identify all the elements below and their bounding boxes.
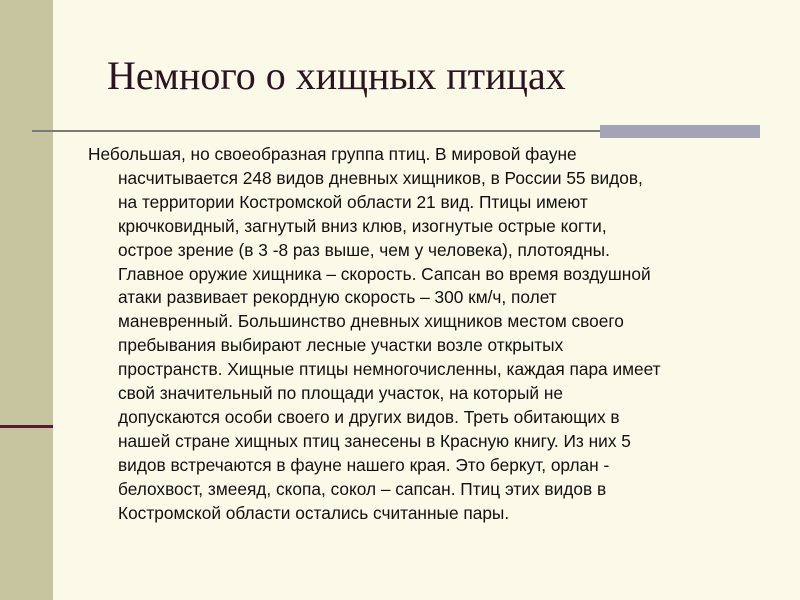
left-sidebar-band <box>0 0 53 600</box>
title-divider-line <box>32 130 600 132</box>
sidebar-accent-line <box>0 425 53 428</box>
title-divider-accent-bar <box>600 125 760 138</box>
slide-title: Немного о хищных птицах <box>107 53 566 98</box>
slide-body-text: Небольшая, но своеобразная группа птиц. В мировой фауне насчитывается 248 видов дневных хищников, в России 55 видов, на территории Костромской области 21 вид. Птицы имеют крючковидный, загнутый вниз клюв, изогнутые острые когти, острое зрение (в 3 -8 раз выше, чем у человека), плотоядны. Главное оружие хищника – скорость. Сапсан во время воздушной атаки развивает рекордную скорость – 300 км/ч, полет маневренный. Большинство дневных хищников местом своего пребывания выбирают лесные участки возле открытых пространств. Хищные птицы немногочисленны, каждая пара имеет свой значительный по площади участок, на который не допускаются особи своего и других видов. Треть обитающих в нашей стране хищных птиц занесены в Красную книгу. Из них 5 видов встречаются в фауне нашего края. Это беркут, орлан - белохвост, змееяд, скопа, сокол – сапсан. Птиц этих видов в Костромской области остались считанные пары. <box>88 144 661 523</box>
